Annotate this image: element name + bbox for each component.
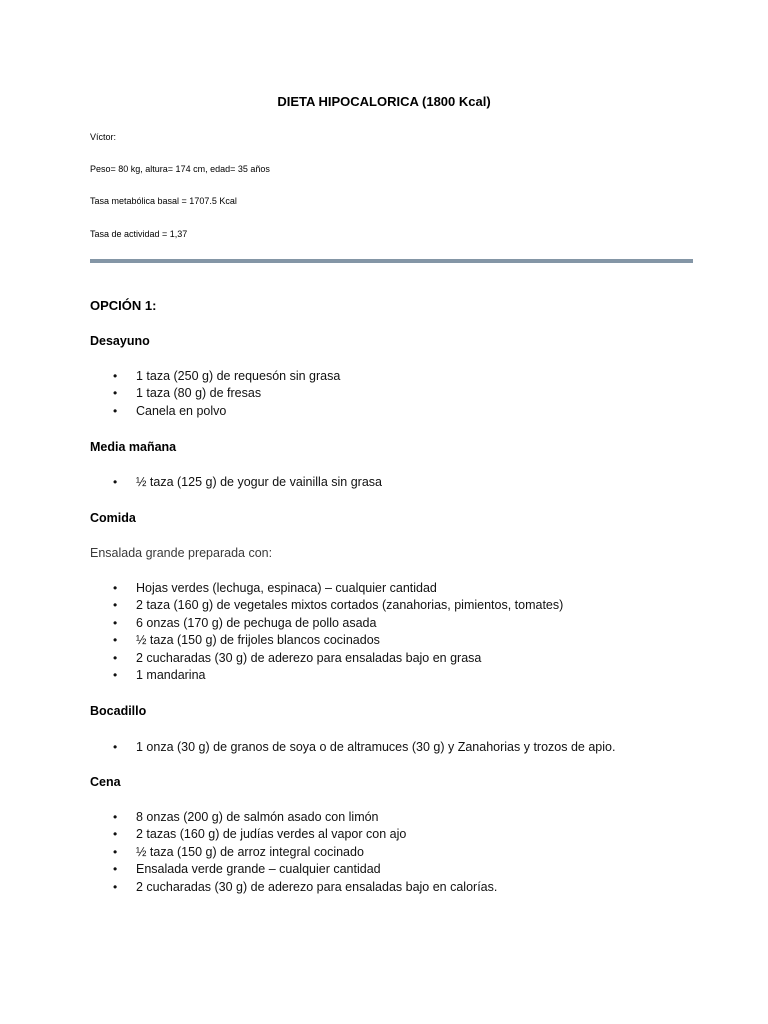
comida-intro: Ensalada grande preparada con: <box>90 546 273 560</box>
heading-comida: Comida <box>90 511 136 525</box>
bullet-icon: • <box>113 827 118 842</box>
list-desayuno <box>90 368 730 420</box>
bullet-icon: • <box>113 615 118 630</box>
heading-media-manana: Media mañana <box>90 440 177 454</box>
basal-metabolic-rate: Tasa metabólica basal = 1707.5 Kcal <box>90 196 237 206</box>
section-divider <box>90 259 693 263</box>
list-comida <box>90 580 730 684</box>
list-item: • 1 taza (80 g) de fresas <box>90 385 730 402</box>
list-item: • 1 taza (250 g) de requesón sin grasa <box>90 368 730 385</box>
list-item: • 2 cucharadas (30 g) de aderezo para ensaladas bajo en calorías. <box>90 879 730 896</box>
bullet-icon: • <box>113 740 118 754</box>
list-item: • ½ taza (150 g) de frijoles blancos cocinados <box>90 632 730 649</box>
list-cena <box>90 809 730 896</box>
bullet-icon: • <box>113 475 118 489</box>
bullet-icon: • <box>113 369 118 383</box>
list-media-manana <box>90 474 730 491</box>
option-heading: OPCIÓN 1: <box>90 298 157 313</box>
activity-rate: Tasa de actividad = 1,37 <box>90 229 188 239</box>
patient-name: Víctor: <box>90 132 117 142</box>
list-item: • 2 taza (160 g) de vegetales mixtos cortados (zanahorias, pimientos, tomates) <box>90 597 730 614</box>
bullet-icon: • <box>113 862 118 877</box>
list-item: • Hojas verdes (lechuga, espinaca) – cualquier cantidad <box>90 580 730 597</box>
bullet-icon: • <box>113 633 118 648</box>
list-item: • 1 mandarina <box>90 667 730 684</box>
bullet-icon: • <box>113 810 118 824</box>
list-item: • 6 onzas (170 g) de pechuga de pollo asada <box>90 615 730 632</box>
heading-bocadillo: Bocadillo <box>90 704 147 718</box>
list-item: • 8 onzas (200 g) de salmón asado con limón <box>90 809 730 826</box>
bullet-icon: • <box>113 386 118 401</box>
list-item: • 1 onza (30 g) de granos de soya o de altramuces (30 g) y Zanahorias y trozos de apio. <box>90 739 730 756</box>
bullet-icon: • <box>113 879 118 894</box>
document-title: DIETA HIPOCALORICA (1800 Kcal) <box>277 94 491 109</box>
list-item: • 2 cucharadas (30 g) de aderezo para ensaladas bajo en grasa <box>90 650 730 667</box>
bullet-icon: • <box>113 844 118 859</box>
list-bocadillo <box>90 739 730 756</box>
bullet-icon: • <box>113 598 118 613</box>
bullet-icon: • <box>113 403 118 418</box>
list-item: • Canela en polvo <box>90 403 730 420</box>
bullet-icon: • <box>113 667 118 682</box>
bullet-icon: • <box>113 581 118 595</box>
list-item: • 2 tazas (160 g) de judías verdes al vapor con ajo <box>90 826 730 843</box>
patient-stats: Peso= 80 kg, altura= 174 cm, edad= 35 años <box>90 164 270 174</box>
heading-cena: Cena <box>90 775 121 789</box>
list-item: • Ensalada verde grande – cualquier cantidad <box>90 861 730 878</box>
heading-desayuno: Desayuno <box>90 334 150 348</box>
bullet-icon: • <box>113 650 118 665</box>
list-item: • ½ taza (125 g) de yogur de vainilla sin grasa <box>90 474 730 491</box>
list-item: • ½ taza (150 g) de arroz integral cocinado <box>90 844 730 861</box>
